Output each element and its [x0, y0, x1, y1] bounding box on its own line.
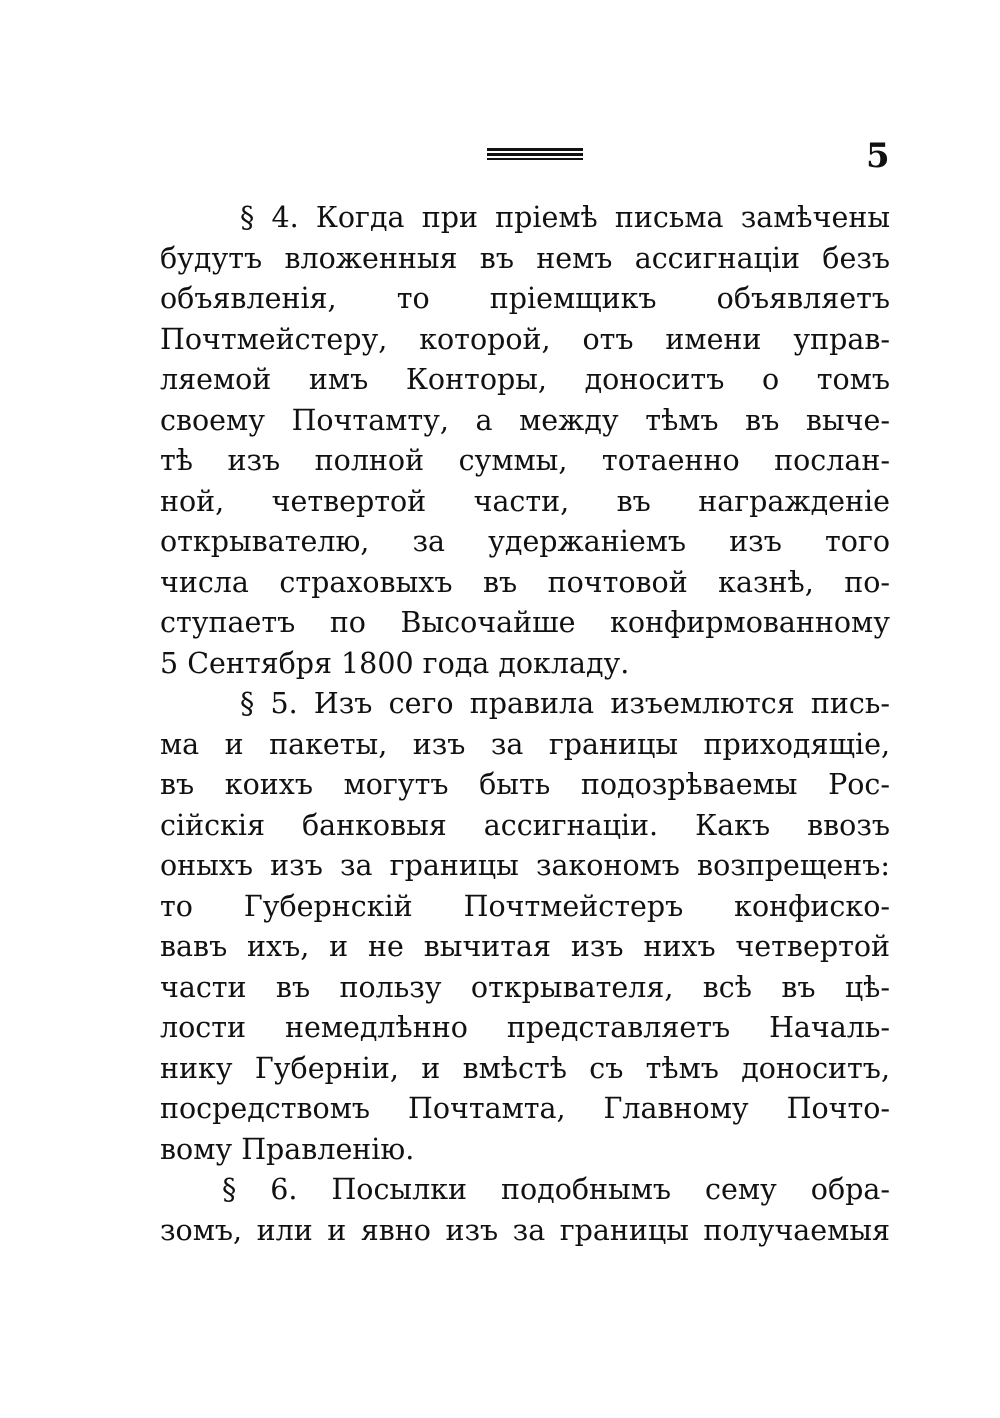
paragraph-4-line-4: Почтмейстеру, которой, отъ имени управ- [160, 322, 890, 356]
paragraph-4-line-10: числа страховыхъ въ почтовой казнѣ, по- [160, 565, 890, 599]
paragraph-5-line-9: лости немедлѣнно представляетъ Началь- [160, 1011, 890, 1044]
paragraph-5-line-5: оныхъ изъ за границы закономъ возпрещенъ: [160, 849, 890, 882]
paragraph-5-line-2: ма и пакеты, изъ за границы приходящіе, [160, 727, 890, 761]
paragraph-5-line-10: нику Губерніи, и вмѣстѣ съ тѣмъ доноситъ, [160, 1051, 890, 1085]
paragraph-6-line-2: зомъ, или и явно изъ за границы получаемыя [160, 1213, 890, 1247]
paragraph-4-line-1: § 4. Когда при пріемѣ письма замѣчены [240, 201, 890, 234]
paragraph-5-line-3: въ коихъ могутъ быть подозрѣваемы Рос- [160, 768, 890, 801]
header-ornament-rule [487, 148, 583, 162]
paragraph-5-line-8: части въ пользу открывателя, всѣ въ цѣ- [160, 970, 890, 1004]
paragraph-4-line-12: 5 Сентября 1800 года докладу. [160, 646, 630, 680]
paragraph-6-line-1: § 6. Посылки подобнымъ сему обра- [222, 1173, 890, 1206]
paragraph-4-line-9: открывателю, за удержаніемъ изъ того [160, 525, 890, 558]
paragraph-5-line-1: § 5. Изъ сего правила изъемлются пись- [240, 687, 890, 720]
paragraph-4-line-6: своему Почтамту, а между тѣмъ въ выче- [160, 403, 890, 437]
paragraph-5-line-4: сійскія банковыя ассигнаціи. Какъ ввозъ [160, 808, 890, 842]
paragraph-4-line-11: ступаетъ по Высочайше конфирмованному [160, 606, 890, 639]
paragraph-4-line-5: ляемой имъ Конторы, доноситъ о томъ [160, 363, 890, 396]
paragraph-4-line-3: объявленія, то пріемщикъ объявляетъ [160, 282, 890, 315]
paragraph-5-line-6: то Губернскій Почтмейстеръ конфиско- [160, 889, 890, 923]
paragraph-5-line-7: вавъ ихъ, и не вычитая изъ нихъ четвертой [160, 930, 890, 963]
body-text [160, 198, 890, 1251]
paragraph-4-line-2: будутъ вложенныя въ немъ ассигнаціи безъ [160, 241, 890, 275]
paragraph-5-line-12: вому Правленію. [160, 1132, 415, 1166]
page-number: 5 [866, 136, 890, 176]
paragraph-4-line-8: ной, четвертой части, въ награжденіе [160, 484, 890, 518]
paragraph-5-line-11: посредствомъ Почтамта, Главному Почто- [160, 1092, 890, 1125]
paragraph-4-line-7: тѣ изъ полной суммы, тотаенно послан- [160, 444, 890, 477]
